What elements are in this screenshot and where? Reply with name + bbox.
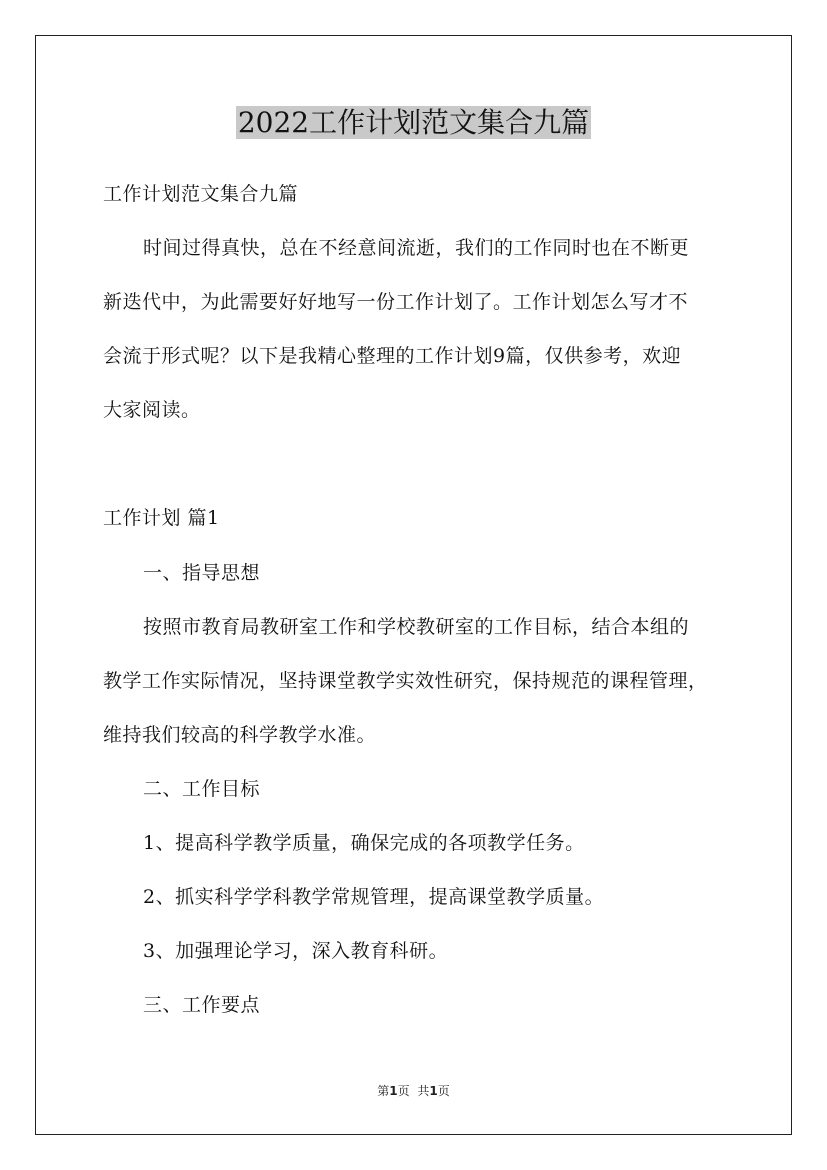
goal-item: 1、提高科学教学质量，确保完成的各项教学任务。 xyxy=(143,832,585,854)
guiding-line: 教学工作实际情况，坚持课堂教学实效性研究，保持规范的课程管理， xyxy=(103,670,708,692)
intro-line: 时间过得真快，总在不经意间流逝，我们的工作同时也在不断更 xyxy=(143,237,690,259)
section-heading: 工作计划 篇1 xyxy=(103,507,220,529)
footer-total-number: 1 xyxy=(429,1084,438,1098)
footer-page-prefix: 第 xyxy=(377,1084,390,1098)
guiding-heading: 一、指导思想 xyxy=(143,562,261,584)
goal-item: 2、抓实科学学科教学常规管理，提高课堂教学质量。 xyxy=(143,886,605,908)
footer-page-number: 1 xyxy=(389,1084,398,1098)
footer-total-prefix: 共 xyxy=(417,1084,430,1098)
goal-item: 3、加强理论学习，深入教育科研。 xyxy=(143,940,449,962)
document-title xyxy=(0,103,827,143)
intro-line: 会流于形式呢？以下是我精心整理的工作计划9篇，仅供参考，欢迎 xyxy=(103,345,682,367)
goals-heading: 二、工作目标 xyxy=(143,778,261,800)
footer-page-suffix: 页 xyxy=(397,1084,410,1098)
intro-line: 新迭代中，为此需要好好地写一份工作计划了。工作计划怎么写才不 xyxy=(103,291,689,313)
intro-line: 大家阅读。 xyxy=(103,399,201,421)
page-footer xyxy=(0,1083,827,1099)
subtitle: 工作计划范文集合九篇 xyxy=(103,183,299,205)
footer-total-suffix: 页 xyxy=(437,1084,450,1098)
guiding-line: 按照市教育局教研室工作和学校教研室的工作目标，结合本组的 xyxy=(143,616,690,638)
document-title-text: 2022工作计划范文集合九篇 xyxy=(237,106,590,139)
points-heading: 三、工作要点 xyxy=(143,994,261,1016)
guiding-line: 维持我们较高的科学教学水准。 xyxy=(103,724,377,746)
